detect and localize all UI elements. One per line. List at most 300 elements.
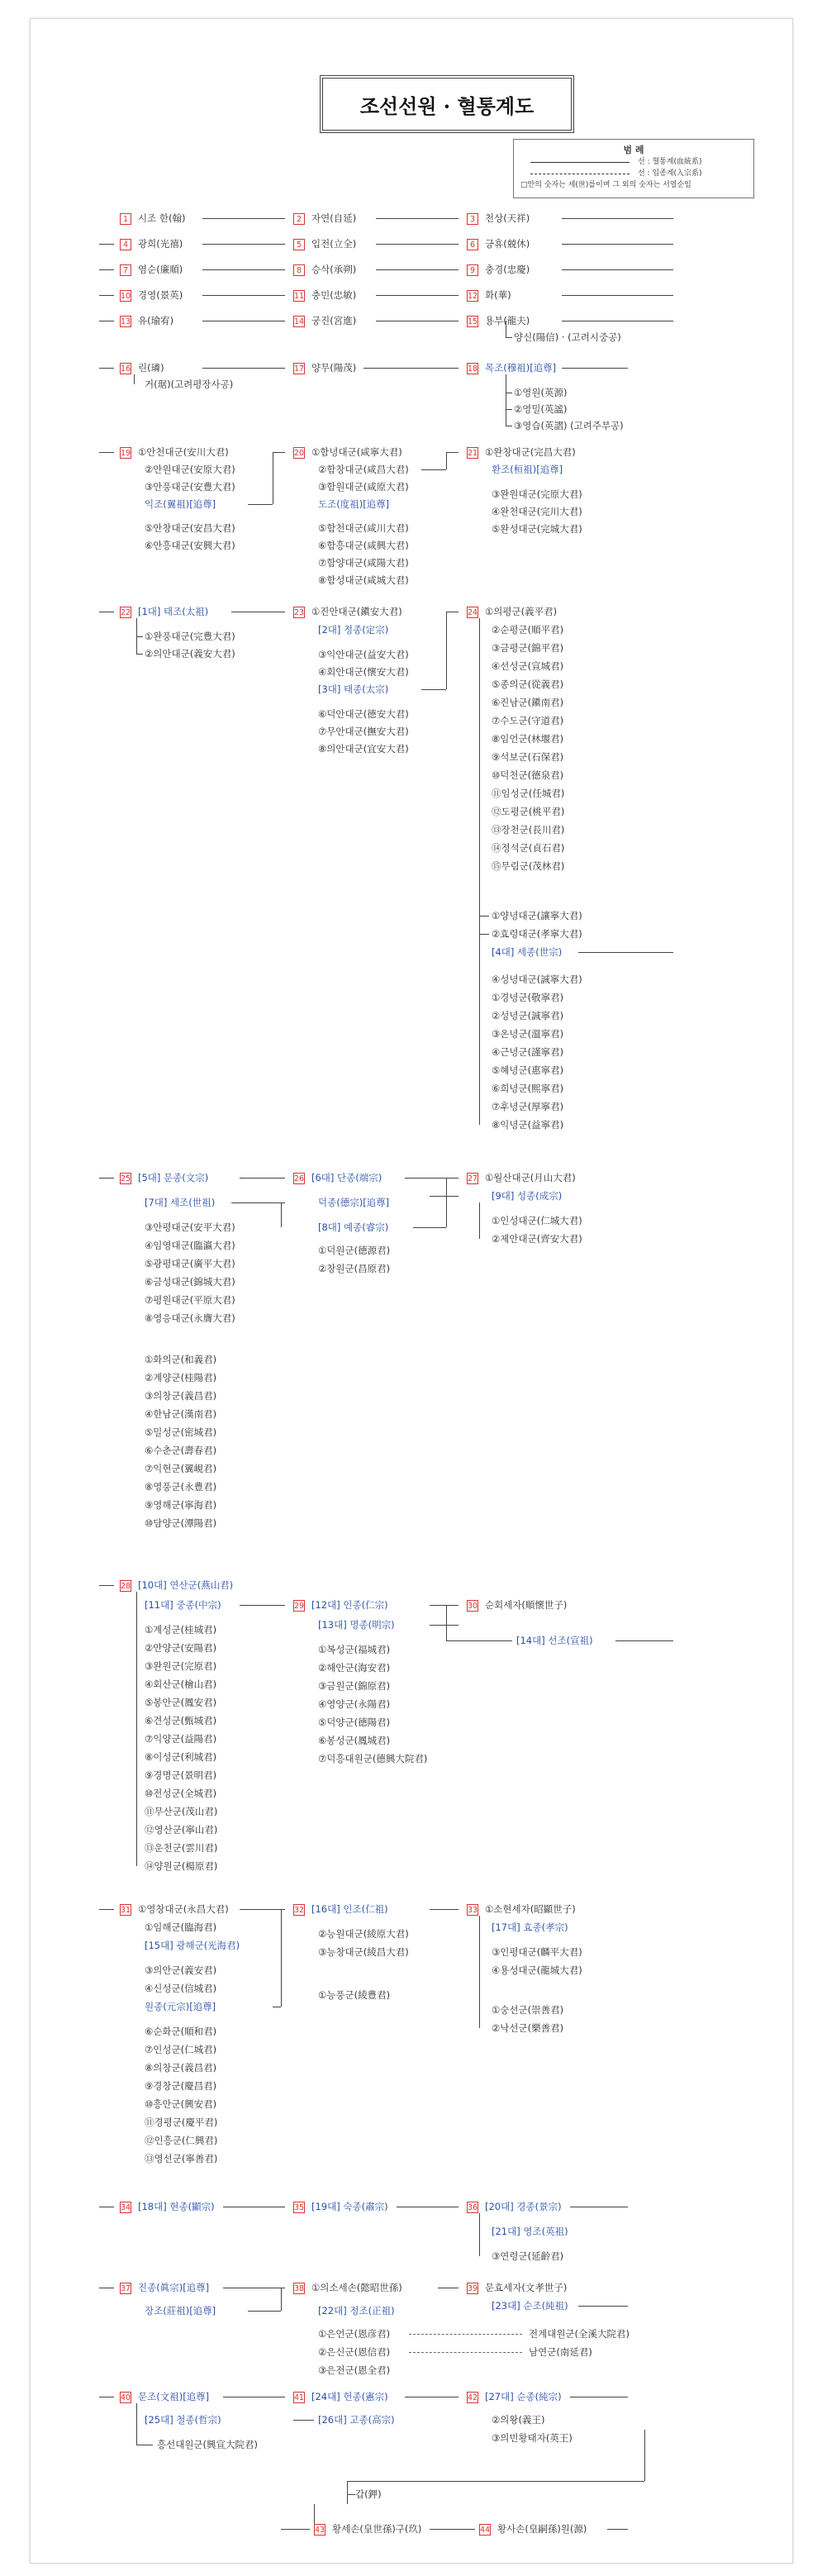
generation-number: 30 — [468, 1601, 478, 1611]
generation-number: 28 — [121, 1581, 131, 1591]
person-node — [145, 1714, 216, 1727]
person-node — [145, 1498, 216, 1512]
person-name: ②제안대군(齊安大君) — [492, 1233, 582, 1245]
person-name: ⑥희녕군(熙寧君) — [492, 1083, 564, 1094]
person-node — [318, 1221, 388, 1234]
person-name: 전계대원군(全溪大院君) — [529, 2328, 630, 2340]
generation-number: 12 — [468, 291, 478, 301]
person-name: 환조(桓祖)[追尊] — [492, 464, 563, 475]
person-name: ③함원대군(咸原大君) — [318, 481, 409, 493]
person-name: 문효세자(文孝世子) — [485, 2282, 568, 2293]
person-node — [293, 2200, 388, 2213]
connector-line — [281, 1909, 282, 2007]
person-name: 충경(忠慶) — [485, 264, 530, 275]
person-node — [145, 1769, 216, 1782]
connector-line — [430, 2529, 475, 2530]
person-name: 원종(元宗)[追尊] — [145, 2001, 216, 2012]
connector-line — [99, 1909, 114, 1910]
person-node — [492, 641, 563, 655]
person-node — [318, 725, 409, 738]
person-name: ⑪경평군(慶平君) — [145, 2117, 218, 2128]
connector-line — [430, 1605, 459, 1606]
person-node — [492, 1100, 563, 1113]
generation-number: 4 — [120, 239, 131, 250]
person-node — [145, 1641, 216, 1655]
person-name: ③능창대군(綾昌大君) — [318, 1946, 409, 1958]
person-node — [293, 237, 356, 250]
person-name: ⑮무림군(茂林君) — [492, 860, 565, 872]
connector-line — [99, 244, 114, 245]
person-node — [492, 991, 563, 1004]
generation-number: 40 — [121, 2393, 131, 2402]
person-node — [467, 237, 530, 250]
person-node — [145, 1426, 216, 1439]
legend-note: □안의 숫자는 세(世)를이며 그 외의 숫자는 서열순임 — [520, 181, 691, 189]
generation-number: 37 — [121, 2283, 131, 2293]
generation-number: 43 — [315, 2525, 325, 2535]
person-name: ②계양군(桂陽君) — [145, 1372, 217, 1383]
person-node — [492, 1027, 563, 1040]
connector-line — [376, 244, 459, 245]
generation-number: 33 — [468, 1905, 478, 1915]
person-node — [120, 2390, 209, 2403]
person-name: 승삭(承朔) — [311, 264, 357, 275]
person-node — [492, 769, 563, 782]
person-node — [492, 1045, 563, 1059]
generation-number: 38 — [294, 2283, 305, 2293]
person-name: 순회세자(順懷世子) — [485, 1599, 568, 1611]
person-node — [492, 732, 563, 745]
person-node — [492, 1945, 582, 1959]
connector-line — [562, 218, 673, 219]
generation-number: 36 — [468, 2202, 478, 2212]
person-node — [120, 1171, 208, 1184]
connector-line — [578, 2306, 628, 2307]
person-node — [120, 2281, 209, 2294]
person-name: ①양녕대군(讓寧大君) — [492, 910, 582, 921]
person-node — [492, 841, 564, 855]
person-name: ③금원군(錦原君) — [318, 1680, 391, 1692]
person-name: ①계성군(桂城君) — [145, 1624, 217, 1636]
person-name: [5대] 문종(文宗) — [138, 1172, 209, 1183]
person-node — [145, 2134, 217, 2147]
person-name: 진종(眞宗)[追尊] — [138, 2282, 210, 2293]
person-name: ③의안군(義安君) — [145, 1964, 217, 1976]
generation-number: 23 — [294, 607, 305, 617]
generation-number: 21 — [468, 448, 478, 458]
person-name: ⑧의창군(義昌君) — [145, 2062, 217, 2074]
person-name: ⑭정석군(貞石君) — [492, 842, 565, 854]
person-name: 익조(翼祖)[追尊] — [145, 498, 216, 510]
person-name: [1대] 태조(太祖) — [138, 606, 209, 617]
person-name: ①은언군(恩彦君) — [318, 2328, 391, 2340]
connector-line — [644, 2430, 645, 2481]
person-node — [145, 630, 235, 643]
person-name: [7대] 세조(世祖) — [145, 1197, 216, 1208]
person-name: 목조(穆祖)[追尊] — [485, 362, 557, 374]
connector-line — [202, 244, 285, 245]
person-name: [13대] 명종(明宗) — [318, 1619, 395, 1631]
person-name: ②능원대군(綾原大君) — [318, 1928, 409, 1940]
person-node — [318, 1262, 390, 1275]
generation-number: 16 — [121, 364, 131, 374]
connector-line — [413, 1227, 446, 1228]
connector-line — [562, 368, 628, 369]
person-node — [318, 707, 409, 721]
person-node — [293, 361, 356, 374]
person-node — [318, 1945, 409, 1959]
generation-number: 1 — [120, 213, 131, 225]
person-name: ⑧익녕군(益寧君) — [492, 1119, 564, 1131]
person-node — [145, 1353, 216, 1366]
person-name: ③안풍대군(安豊大君) — [145, 481, 235, 493]
person-name: 남연군(南延君) — [529, 2346, 592, 2358]
connector-line — [273, 452, 285, 453]
person-name: ⑦평원대군(平原大君) — [145, 1294, 235, 1306]
person-name: ①화의군(和義君) — [145, 1354, 217, 1365]
person-name: [2대] 정종(定宗) — [318, 624, 389, 636]
person-node — [318, 556, 409, 569]
connector-line — [99, 368, 114, 369]
person-node — [318, 1752, 427, 1765]
person-name: ⑤혜녕군(惠寧君) — [492, 1064, 564, 1076]
person-name: ②영밀(英謐) — [514, 403, 568, 415]
person-node — [145, 1982, 216, 1995]
person-name: ⑧임언군(林堰君) — [492, 733, 564, 745]
connector-line — [347, 2481, 644, 2482]
person-node — [318, 521, 409, 535]
generation-number: 6 — [467, 239, 478, 250]
genealogy-sheet — [30, 18, 793, 2564]
person-name: [15대] 광해군(光海君) — [145, 1940, 240, 1951]
person-name: ①의소세손(懿昭世孫) — [311, 2282, 402, 2293]
person-node — [145, 2025, 216, 2038]
person-name: ⑦덕흥대원군(德興大院君) — [318, 1753, 428, 1764]
person-name: ⑫도평군(桃平君) — [492, 806, 565, 817]
person-node — [318, 1716, 390, 1729]
connector-line — [409, 2334, 522, 2335]
person-node — [145, 1293, 235, 1307]
person-name: ⑩덕천군(德泉君) — [492, 769, 564, 781]
connector-line — [281, 2288, 282, 2311]
person-name: ⑥진남군(鎭南君) — [492, 697, 564, 708]
person-name: ③익안대군(益安大君) — [318, 649, 409, 660]
connector-line — [562, 269, 673, 270]
person-name: ⑥견성군(甄城君) — [145, 1715, 217, 1726]
person-node — [145, 1859, 217, 1873]
person-node — [492, 678, 563, 691]
person-name: 입전(立全) — [311, 238, 357, 250]
connector-line — [363, 368, 459, 369]
person-node — [145, 2304, 216, 2317]
person-node — [293, 1902, 388, 1916]
generation-number: 39 — [468, 2283, 478, 2293]
person-node — [318, 1618, 395, 1631]
generation-number: 17 — [294, 364, 305, 374]
person-name: 용부(龍夫) — [485, 315, 530, 326]
person-name: ⑩담양군(潭陽君) — [145, 1517, 217, 1529]
connector-line — [562, 244, 673, 245]
person-name: 광희(光禧) — [138, 238, 183, 250]
person-node — [318, 623, 388, 636]
person-node — [318, 1661, 390, 1674]
person-node — [492, 2299, 568, 2312]
connector-line — [446, 452, 447, 469]
person-name: ③의창군(義昌君) — [145, 1390, 217, 1402]
legend-solid-label: 선 : 혈통계(血統系) — [638, 158, 702, 166]
person-node — [120, 212, 185, 225]
person-name: ③완원군(完原君) — [145, 1660, 217, 1672]
person-node — [492, 696, 563, 709]
person-name: ①완풍대군(完豊大君) — [145, 631, 235, 642]
connector-line — [421, 469, 446, 470]
person-node — [145, 521, 235, 535]
person-node — [492, 522, 582, 536]
person-node — [492, 1118, 563, 1131]
person-node — [120, 314, 173, 327]
person-node — [318, 742, 409, 755]
connector-line — [446, 1640, 512, 1641]
person-node — [120, 237, 183, 250]
person-node — [318, 1927, 409, 1940]
person-name: ②낙선군(樂善君) — [492, 2022, 564, 2034]
person-name: ①경녕군(敬寧君) — [492, 992, 564, 1003]
person-node — [145, 2079, 216, 2093]
person-node — [492, 2413, 545, 2426]
person-name: 황세손(皇世孫)구(玖) — [332, 2523, 422, 2535]
person-node — [293, 2281, 402, 2294]
person-name: ⑧영응대군(永膺大君) — [145, 1312, 235, 1324]
person-name: ①덕원군(德源君) — [318, 1245, 391, 1256]
connector-line — [136, 1592, 137, 1866]
person-name: ②안양군(安陽君) — [145, 1642, 217, 1654]
person-node — [514, 402, 568, 416]
generation-number: 35 — [294, 2202, 305, 2212]
person-name: [27대] 순종(純宗) — [485, 2391, 562, 2402]
person-node — [492, 2431, 573, 2445]
person-name: ⑦익현군(翼峴君) — [145, 1463, 217, 1474]
connector-line — [479, 1202, 480, 1239]
person-node — [293, 263, 356, 276]
person-node — [145, 1517, 216, 1530]
person-node — [492, 1082, 563, 1095]
person-node — [145, 1221, 235, 1234]
person-name: ②해안군(海安君) — [318, 1662, 391, 1674]
person-node — [492, 488, 582, 501]
person-name: ⑥수춘군(壽春君) — [145, 1445, 217, 1456]
person-name: [24대] 헌종(憲宗) — [311, 2391, 388, 2402]
person-name: ⑨석보군(石保君) — [492, 751, 564, 763]
person-name: ②함창대군(咸昌大君) — [318, 464, 409, 475]
person-node — [145, 2043, 216, 2056]
person-node — [492, 973, 582, 986]
person-node — [145, 539, 235, 552]
person-name: ②순평군(順平君) — [492, 624, 564, 636]
person-node — [467, 605, 557, 618]
person-node — [318, 1196, 389, 1209]
generation-number: 18 — [468, 364, 478, 374]
connector-line — [446, 452, 459, 453]
person-name: 린(璘) — [138, 362, 164, 374]
person-name: ④회산군(檜山君) — [145, 1678, 217, 1690]
person-node — [492, 909, 582, 922]
generation-number: 10 — [121, 291, 131, 301]
person-node — [492, 623, 563, 636]
person-node — [145, 1371, 216, 1384]
person-name: ⑨경창군(慶昌君) — [145, 2080, 217, 2092]
person-node — [145, 1823, 217, 1836]
person-name: ④신성군(信城君) — [145, 1983, 217, 1994]
person-node — [145, 1598, 221, 1612]
person-name: 경영(景英) — [138, 289, 183, 301]
person-name: ③영습(英謵) (고려주부공) — [514, 420, 624, 431]
connector-line — [446, 612, 447, 689]
legend-dotted-label: 선 : 입종계(入宗系) — [638, 169, 702, 178]
person-node — [514, 419, 624, 432]
person-name: ⑥봉성군(鳳城君) — [318, 1735, 391, 1746]
person-node — [145, 1787, 216, 1800]
person-name: [25대] 철종(哲宗) — [145, 2414, 221, 2426]
person-name: ⑤밀성군(密城君) — [145, 1426, 217, 1438]
person-node — [145, 1275, 235, 1288]
person-node — [318, 2345, 390, 2359]
connector-line — [347, 2481, 348, 2504]
person-node — [492, 2003, 563, 2017]
person-node — [145, 378, 233, 391]
person-node — [145, 2152, 217, 2165]
person-name: ⑦인성군(仁城君) — [145, 2044, 217, 2055]
person-node — [529, 2327, 630, 2340]
connector-line — [202, 295, 285, 296]
person-node — [120, 2200, 215, 2213]
connector-line — [421, 689, 446, 690]
person-node — [318, 1734, 390, 1747]
legend-box — [513, 139, 754, 198]
person-name: ⑤봉안군(鳳安君) — [145, 1697, 217, 1708]
person-node — [145, 1480, 216, 1493]
generation-number: 11 — [294, 291, 305, 301]
person-node — [145, 1257, 235, 1270]
connector-line — [615, 1640, 673, 1641]
person-node — [120, 263, 183, 276]
person-node — [492, 2021, 563, 2035]
person-node — [145, 1389, 216, 1402]
connector-line — [347, 2494, 355, 2495]
connector-line — [136, 636, 143, 637]
connector-line — [248, 2311, 281, 2312]
person-node — [492, 659, 563, 673]
person-name: ⑦익양군(益陽君) — [145, 1733, 217, 1745]
person-name: ④근녕군(謹寧君) — [492, 1046, 564, 1058]
person-node — [514, 331, 621, 344]
person-name: ②의왕(義王) — [492, 2414, 545, 2426]
person-name: ⑭양원군(楊原君) — [145, 1860, 218, 1872]
person-node — [145, 1750, 216, 1764]
generation-number: 31 — [121, 1905, 131, 1915]
generation-number: 32 — [294, 1905, 305, 1915]
person-node — [145, 1444, 216, 1457]
person-name: ③금평군(錦平君) — [492, 642, 564, 654]
generation-number: 19 — [121, 448, 131, 458]
person-node — [145, 1312, 235, 1325]
person-name: ⑧이성군(利城君) — [145, 1751, 217, 1763]
person-name: ⑤광평대군(廣平大君) — [145, 1258, 235, 1269]
connector-line — [281, 2529, 310, 2530]
person-node — [293, 445, 402, 459]
person-node — [318, 539, 409, 552]
person-name: [4대] 세종(世宗) — [492, 946, 563, 958]
person-name: ③온녕군(溫寧君) — [492, 1028, 564, 1040]
person-node — [145, 1196, 215, 1209]
person-node — [120, 288, 183, 302]
person-node — [467, 1171, 576, 1184]
connector-line — [479, 934, 489, 935]
person-node — [492, 1232, 582, 1245]
person-node — [467, 288, 511, 302]
person-node — [293, 1598, 388, 1612]
person-node — [293, 605, 402, 618]
connector-line — [248, 504, 273, 505]
connector-line — [446, 1605, 447, 1640]
person-name: ①진안대군(鎭安大君) — [311, 606, 402, 617]
person-node — [492, 1964, 582, 1977]
person-name: ⑥안흥대군(安興大君) — [145, 540, 235, 551]
person-node — [318, 2304, 395, 2317]
connector-line — [479, 2213, 480, 2256]
person-node — [467, 2390, 562, 2403]
person-name: ③연령군(延齡君) — [492, 2250, 564, 2262]
person-name: 화(華) — [485, 289, 511, 301]
person-name: ⑦함양대군(咸陽大君) — [318, 557, 409, 569]
person-node — [293, 314, 356, 327]
connector-line — [430, 1909, 459, 1910]
person-name: [16대] 인조(仁祖) — [311, 1903, 388, 1915]
person-name: 거(琚)(고려평장사공) — [145, 379, 234, 390]
person-node — [467, 314, 530, 327]
person-node — [467, 361, 556, 374]
person-name: ④완천대군(完川大君) — [492, 506, 582, 517]
person-node — [318, 2364, 390, 2377]
person-node — [145, 1623, 216, 1636]
person-name: ②안원대군(安原大君) — [145, 464, 235, 475]
person-node — [145, 480, 235, 493]
person-name: ①월산대군(月山大君) — [485, 1172, 576, 1183]
person-name: [6대] 단종(端宗) — [311, 1172, 382, 1183]
person-name: ①임해군(臨海君) — [145, 1921, 217, 1933]
generation-number: 14 — [294, 317, 305, 326]
person-name: 덕종(德宗)[追尊] — [318, 1197, 390, 1208]
connector-line — [99, 295, 114, 296]
person-name: ①의평군(義平君) — [485, 606, 558, 617]
person-node — [145, 1659, 216, 1673]
person-node — [145, 1696, 216, 1709]
person-name: 염순(廉順) — [138, 264, 183, 275]
connector-line — [231, 1202, 285, 1203]
person-name: [21대] 영조(英祖) — [492, 2226, 568, 2237]
person-node — [492, 823, 564, 836]
person-name: ③은전군(恩全君) — [318, 2364, 391, 2376]
person-name: 유(瑜宥) — [138, 315, 174, 326]
person-name: [12대] 인종(仁宗) — [311, 1599, 388, 1611]
person-node — [145, 1239, 235, 1252]
legend-title: 범 례 — [623, 145, 644, 155]
person-name: ②성녕군(誠寧君) — [492, 1010, 564, 1021]
legend-solid-line — [530, 162, 630, 163]
person-node — [293, 1171, 382, 1184]
person-node — [145, 647, 235, 660]
person-name: ③안평대군(安平大君) — [145, 1221, 235, 1233]
page-title: 조선선원 · 혈통계도 — [320, 75, 574, 133]
